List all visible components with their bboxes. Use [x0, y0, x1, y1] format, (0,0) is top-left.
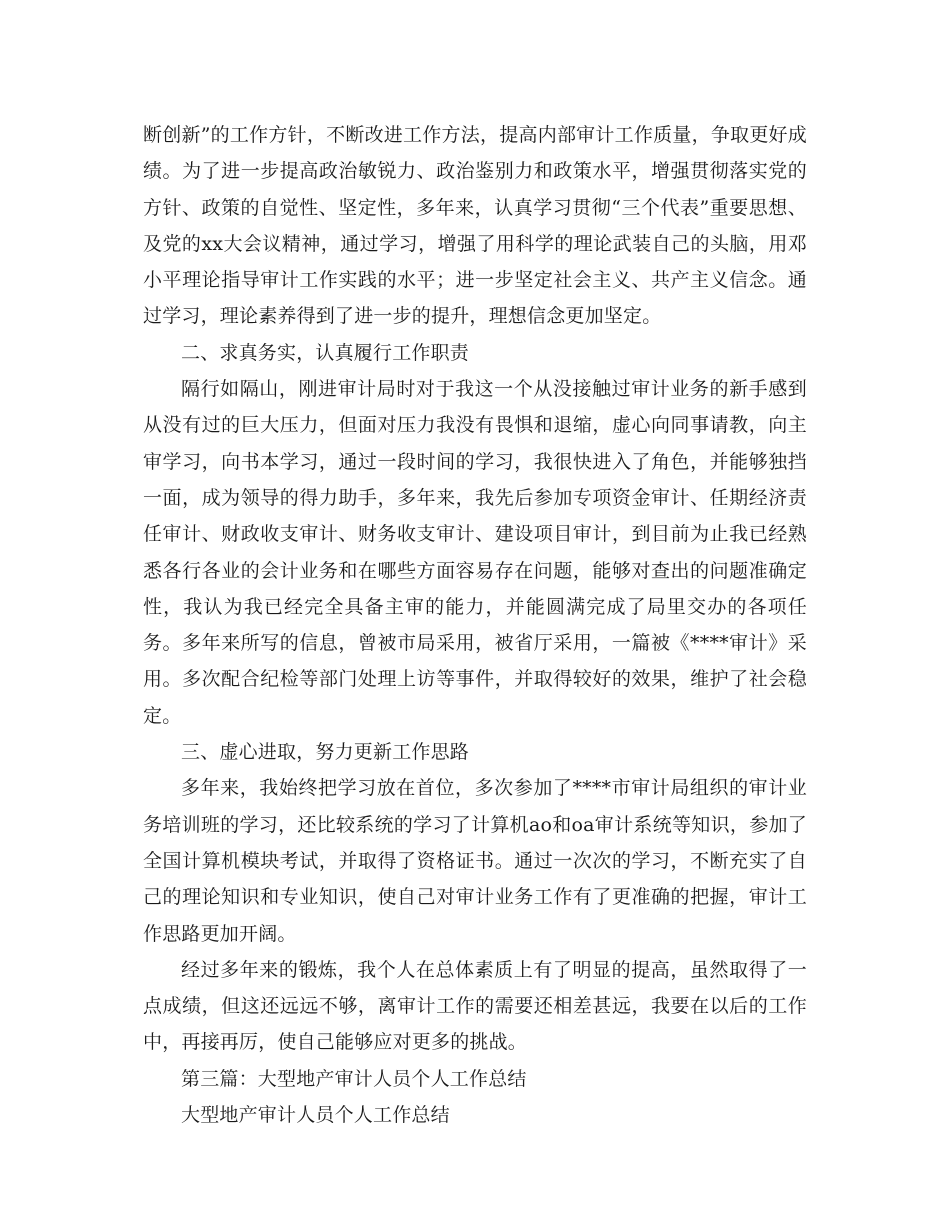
section-heading-3: 三、虚心进取，努力更新工作思路 — [181, 741, 470, 764]
paragraph-conclusion: 经过多年来的锻炼，我个人在总体素质上有了明显的提高，虽然取得了一点成绩，但这还远远不够，离审计工作的需要还相差甚远，我要在以后的工作中，再接再厉，使自己能够应对更多的挑战。 — [143, 958, 807, 1054]
part-three-title: 第三篇：大型地产审计人员个人工作总结 — [181, 1067, 527, 1090]
paragraph-continued-intro: 断创新”的工作方针，不断改进工作方法，提高内部审计工作质量，争取更好成绩。为了进一步提高政治敏锐力、政治鉴别力和政策水平，增强贯彻落实党的方针、政策的自觉性、坚定性，多年来，认真学习贯彻“三个代表”重要思想、及党的xx大会议精神，通过学习，增强了用科学的理论武装自己的头脑，用邓小平理论指导审计工作实践的水平；进一步坚定社会主义、共产主义信念。通过学习，理论素养得到了进一步的提升，理想信念更加坚定。 — [143, 124, 807, 328]
part-three-subtitle: 大型地产审计人员个人工作总结 — [181, 1104, 450, 1127]
paragraph-section-2: 隔行如隔山，刚进审计局时对于我这一个从没接触过审计业务的新手感到从没有过的巨大压力，但面对压力我没有畏惧和退缩，虚心向同事请教，向主审学习，向书本学习，通过一段时间的学习，我很快进入了角色，并能够独挡一面，成为领导的得力助手，多年来，我先后参加专项资金审计、任期经济责任审计、财政收支审计、财务收支审计、建设项目审计，到目前为止我已经熟悉各行各业的会计业务和在哪些方面容易存在问题，能够对查出的问题准确定性，我认为我已经完全具备主审的能力，并能圆满完成了局里交办的各项任务。多年来所写的信息，曾被市局采用，被省厅采用，一篇被《****审计》采用。多次配合纪检等部门处理上访等事件，并取得较好的效果，维护了社会稳定。 — [143, 378, 807, 727]
document-body — [143, 117, 807, 1133]
section-heading-2: 二、求真务实，认真履行工作职责 — [181, 341, 470, 364]
paragraph-section-3: 多年来，我始终把学习放在首位，多次参加了****市审计局组织的审计业务培训班的学习，还比较系统的学习了计算机ao和oa审计系统等知识，参加了全国计算机模块考试，并取得了资格证书。通过一次次的学习，不断充实了自己的理论知识和专业知识，使自己对审计业务工作有了更准确的把握，审计工作思路更加开阔。 — [143, 777, 807, 945]
